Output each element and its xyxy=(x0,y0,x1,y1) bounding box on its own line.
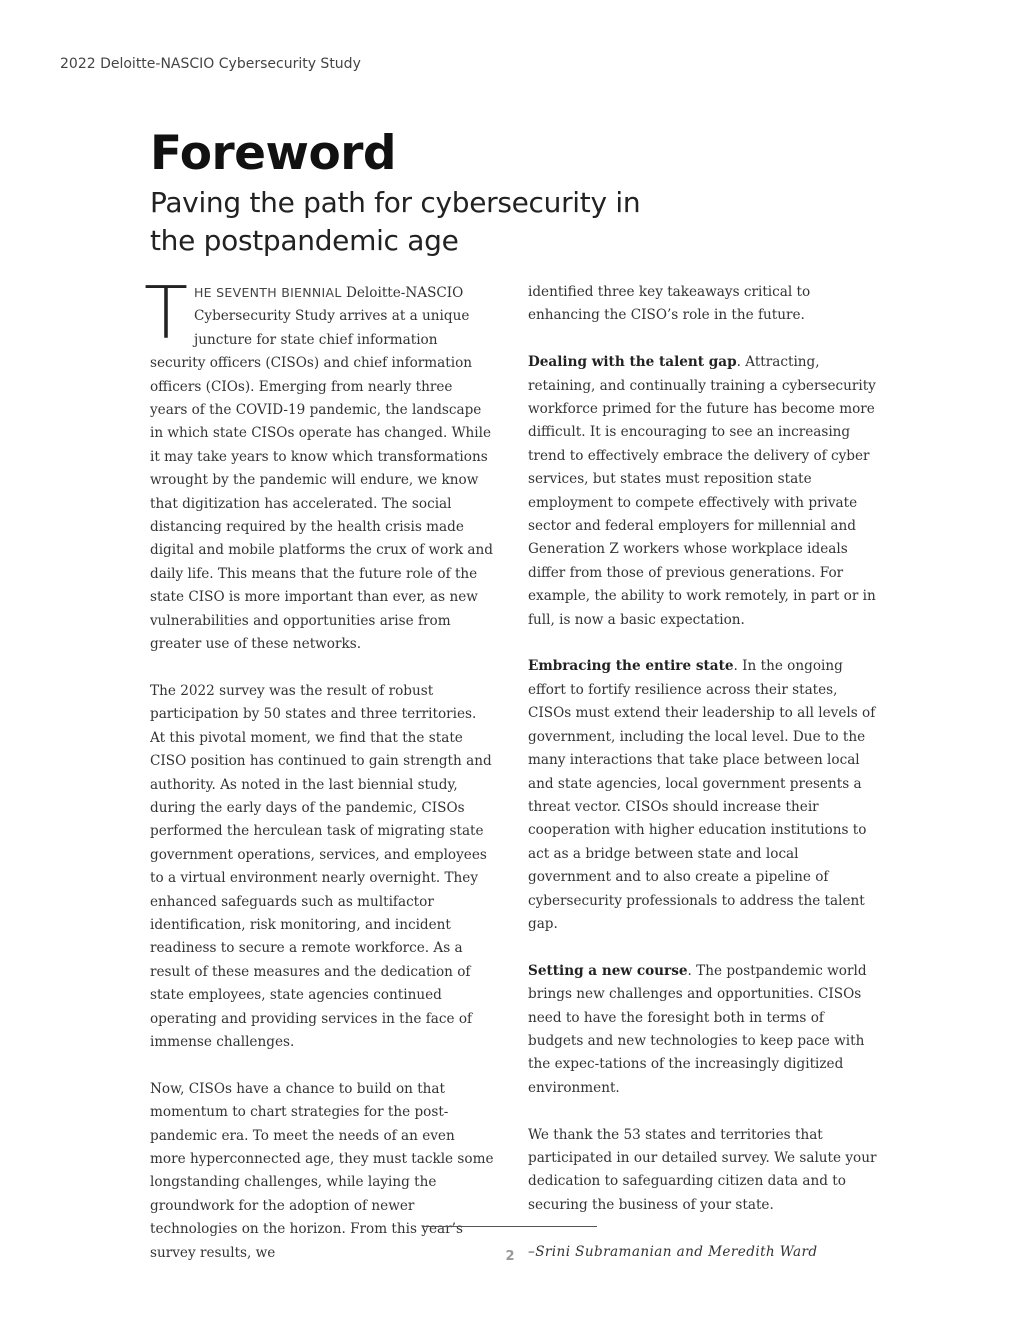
signature: –Srini Subramanian and Meredith Ward xyxy=(528,1243,818,1260)
left-column xyxy=(144,271,494,1288)
new-course-heading: Setting a new course xyxy=(528,962,688,979)
paragraph-new-course xyxy=(528,960,878,1100)
footer-divider xyxy=(423,1226,597,1227)
paragraph-momentum: Now, CISOs have a chance to build on that momentum to chart strategies for the post-pandemic era. To meet the needs of an even more hyperconnected age, they must tackle some longstanding challenges, while laying the groundwork for the adoption of newer technologies on the horizon. From this year’s survey results, we xyxy=(150,1080,494,1261)
entire-state-text: . In the ongoing effort to fortify resilience across their states, CISOs must extend their leadership to all levels of government, including the local level. Due to the many interactions that take place between local and state agencies, local government presents a threat vector. CISOs should increase their cooperation with higher education institutions to act as a bridge between state and local government and to also create a pipeline of cybersecurity professionals to address the talent gap. xyxy=(528,658,876,932)
page-subtitle: Paving the path for cybersecurity in the postpandemic age xyxy=(150,186,641,257)
page-title: Foreword xyxy=(150,126,397,181)
paragraph-intro xyxy=(144,271,494,657)
talent-gap-heading: Dealing with the talent gap xyxy=(528,354,737,371)
paragraph-talent-gap xyxy=(528,351,878,632)
paragraph-survey: The 2022 survey was the result of robust participation by 50 states and three territories. At this pivotal moment, we find that the state CISO position has continued to gain strength and authority. As noted in the last biennial study, during the early days of the pandemic, CISOs performed the herculean task of migrating state government operations, services, and employees to a virtual environment nearly overnight. They enhanced safeguards such as multifactor identification, risk monitoring, and incident readiness to secure a remote workforce. As a result of these measures and the dedication of state employees, state agencies continued operating and providing services in the face of immense challenges. xyxy=(150,682,492,1050)
talent-gap-text: . Attracting, retaining, and continually training a cybersecurity workforce primed for the future has become more difficult. It is encouraging to see an increasing trend to effectively embrace the delivery of cyber services, but states must reposition state employment to compete effectively with private sector and federal employers for millennial and Generation Z workers whose workplace ideals differ from those of previous generations. For example, the ability to work remotely, in part or in full, is now a basic expectation. xyxy=(528,354,876,628)
page-number: 2 xyxy=(505,1249,515,1264)
new-course-text: . The postpandemic world brings new challenges and opportunities. CISOs need to have the foresight both in terms of budgets and new technologies to keep pace with the expec-tations of the increasingly digitized environment. xyxy=(528,962,867,1096)
paragraph-thanks: We thank the 53 states and territories that participated in our detailed survey. We salute your dedication to safeguarding citizen data and to securing the business of your state. xyxy=(528,1126,877,1213)
paragraph-takeaways: identified three key takeaways critical to enhancing the CISO’s role in the future. xyxy=(528,284,811,324)
right-column xyxy=(528,281,878,1287)
drop-cap: T xyxy=(144,271,188,355)
intro-text: Deloitte-NASCIO Cybersecurity Study arrives at a unique juncture for state chief information security officers (CISOs) and chief information officers (CIOs). Emerging from nearly three years of the COVID-19 pandemic, the landscape in which state CISOs operate has changed. While it may take years to know which transformations wrought by the pandemic will endure, we know that digitization has accelerated. The social distancing required by the health crisis made digital and mobile platforms the crux of work and daily life. This means that the future role of the state CISO is more important than ever, as new vulnerabilities and opportunities arise from greater use of these networks. xyxy=(150,285,493,653)
intro-small-caps: HE SEVENTH BIENNIAL xyxy=(193,285,342,300)
paragraph-entire-state xyxy=(528,655,878,936)
running-header: 2022 Deloitte-NASCIO Cybersecurity Study xyxy=(60,56,361,72)
entire-state-heading: Embracing the entire state xyxy=(528,658,734,675)
